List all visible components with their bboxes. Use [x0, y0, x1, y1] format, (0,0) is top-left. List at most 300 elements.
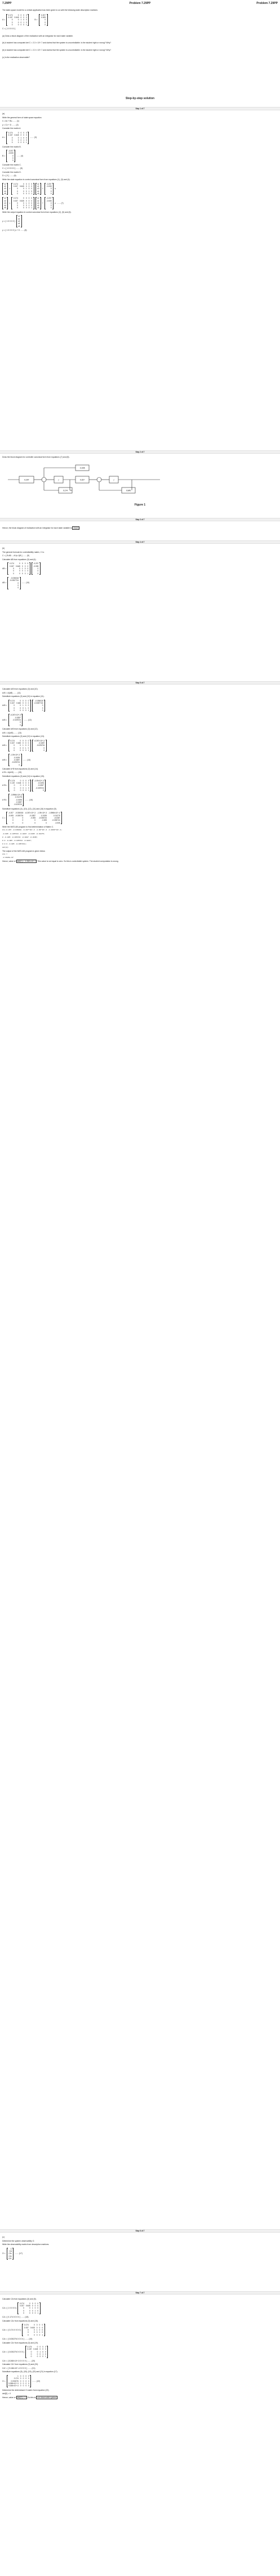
matrix-cell: 0.157 — [13, 199, 18, 202]
matrix-cell: 0 — [17, 582, 19, 584]
matrix-cell: 0 — [25, 739, 26, 742]
matrix-cell: 0.645 — [16, 781, 21, 784]
matrix-cell: -0.0357724 — [34, 702, 43, 705]
matrix-cell: 0 — [42, 2328, 43, 2331]
xdot-vector-2 — [2, 197, 8, 209]
matrix-cell: -0.0287 — [16, 801, 22, 804]
matrix-cell: -0.0195 — [37, 781, 44, 784]
matrix-cell: -0.035724 — [52, 819, 60, 822]
matrix-cell: 0 — [39, 2346, 41, 2349]
matrix-cell: 0 — [14, 746, 15, 749]
matrix-table — [10, 780, 30, 792]
matrix-cell: 0 — [23, 134, 25, 137]
matrix-cell: 0 — [17, 584, 19, 587]
matrix-cell: 0 — [24, 565, 26, 567]
matrix-cell: 0 — [23, 23, 25, 26]
matrix-cell: 0 — [23, 131, 25, 134]
bracket-right — [44, 700, 45, 712]
matrix-cell: 0.645 — [16, 742, 21, 744]
matrix-cell: C — [10, 2247, 12, 2250]
output-eq: y = [ 1 0 0 0 0 ] x1 x2 x3 x4 x5 — [2, 214, 267, 228]
matrix-cell: -0.025724 — [35, 786, 44, 789]
a2b-ab — [32, 700, 45, 712]
matrix-cell: -0.005 — [30, 816, 36, 819]
top-bar — [0, 0, 280, 7]
matrix-cell: 1 — [25, 187, 27, 190]
step7-ca: CA = [ 0.174 0 0 0 0 ] ....... (18) — [2, 2316, 29, 2319]
matrix-cell: 0 — [20, 2375, 21, 2378]
step-3-banner: Step 3 of 7 — [0, 518, 280, 521]
matrix-cell: 0 — [26, 19, 27, 21]
matrix-cell: 0 — [22, 821, 24, 824]
matrix-row — [10, 764, 21, 766]
matrix-cell: 1 — [25, 202, 27, 204]
matrix-cell: -0.0287 — [38, 742, 45, 744]
matrix-cell: CA — [9, 2250, 12, 2253]
matrix-cell: -0.036018 — [15, 812, 24, 815]
det-o-answer: det[O] = 0 — [17, 2396, 26, 2399]
matrix-table — [33, 562, 39, 575]
matrix-cell: 0 — [14, 786, 15, 789]
step5-t9: The output of the MATLAB program is given below. — [2, 849, 46, 852]
matrix-cell: 0 — [32, 2311, 33, 2314]
matrix-cell: 0 — [23, 14, 25, 16]
matrix-cell: 0 — [26, 21, 27, 24]
matrix-cell: 0 — [23, 786, 24, 789]
bracket-right — [14, 150, 15, 162]
matrix-cell: 0 — [50, 187, 52, 190]
matrix-cell: 0 — [29, 2302, 30, 2305]
matrix-cell: ẋ2 — [4, 185, 6, 187]
ab-result: AB = -0.036018 -0.0357724 0 0 0 ....... (10) — [2, 576, 30, 589]
figure-caption: Figure 1 — [134, 503, 146, 507]
bracket-right — [47, 14, 48, 26]
matrix-cell: 1 — [28, 709, 29, 712]
matrix-cell: 0 — [25, 199, 27, 202]
step2-t1: Draw the block diagram for controller canonical form from equations (7) and (8). — [2, 456, 70, 458]
matrix-cell: 0 — [14, 789, 15, 791]
matrix-cell: 0 — [19, 572, 20, 575]
matrix-cell: 0 — [23, 2380, 24, 2382]
matrix-cell: 0 — [23, 739, 24, 742]
matrix-cell: 1 — [23, 704, 24, 707]
matrix-cell: 0 — [28, 699, 29, 702]
bracket-right — [30, 780, 31, 792]
matrix-cell: 0 — [20, 786, 21, 789]
step5-t4: Substitute equations (3) and (12) in equation (13). — [2, 735, 45, 738]
det-c-answer: det[C] = -2.282×10^-7 — [17, 860, 36, 863]
ca3-product: CA³ = [ 0.030276 0 0 0 0 ] 0.174 0 0 0 0 0.157 0.645 0 0 0 0 0 1 0 0 0 0 0 1 0 0 0 0 0 1 — [2, 2345, 267, 2359]
matrix-cell: 1 — [17, 2375, 19, 2378]
matrix-cell: 0 — [31, 202, 33, 204]
matrix-cell: 0 — [50, 207, 52, 209]
matrix-cell: 0.174 — [13, 182, 18, 185]
matrix-cell: 0 — [36, 2331, 38, 2334]
output-x-vector — [16, 215, 22, 227]
step4-t2: Calculate AB from equations (3) and (4). — [2, 558, 37, 561]
matrix-table — [46, 197, 52, 209]
matrix-cell: 0 — [25, 190, 27, 193]
matrix-cell: 0 — [32, 2302, 33, 2305]
matrix-cell: -0.0195 — [41, 814, 47, 817]
matrix-cell: 1 — [20, 136, 22, 139]
matrix-cell: 1 — [24, 570, 26, 573]
problem-statement — [2, 9, 278, 60]
matrix-cell: 0 — [29, 2307, 30, 2310]
matrix-table — [46, 183, 52, 195]
matrix-cell: 0 — [45, 2353, 46, 2356]
matrix-cell: x4 — [18, 222, 20, 225]
matrix-cell: 0.157 — [9, 565, 14, 567]
matrix-cell: 0 — [31, 197, 33, 200]
matrix-cell: 1 — [34, 2309, 36, 2312]
matrix-cell: 1 — [28, 204, 30, 207]
step7-t4: Calculate CA⁴ from equations (3) and (20). — [2, 2363, 39, 2366]
a4b-result-matrix — [8, 794, 24, 806]
matrix-cell: 0 — [27, 570, 29, 573]
matrix-row — [19, 2312, 39, 2314]
matrix-cell: 0 — [21, 565, 23, 567]
step5-t6: Substitute equations (3) and (14) in equation (15). — [2, 775, 45, 777]
matrix-cell: 5.268×10^-3 — [8, 2382, 19, 2385]
matrix-cell: 0.174 — [8, 14, 13, 16]
matrix-cell: 0 — [17, 14, 19, 16]
part-b-question: (b) A student has computed det C = 2.3 × 10^-7 and claims that the system is uncontrollable. Is the student right or wrong? Why? — [2, 42, 112, 44]
matrix-cell: 0 — [43, 749, 45, 752]
b-label: B = — [34, 19, 38, 21]
matrix-cell: ẋ1 — [4, 182, 6, 185]
a-label: A = — [2, 19, 5, 21]
matrix-cell: 0 — [25, 185, 27, 187]
matrix-cell: 0 — [23, 702, 24, 705]
matrix-cell: 0 — [20, 21, 22, 24]
matrix-cell: 0 — [28, 202, 30, 204]
bracket-right — [7, 183, 8, 195]
matrix-cell: x2 — [37, 185, 39, 187]
matrix-row — [33, 709, 44, 712]
matrix-b — [39, 14, 48, 26]
a4b-product: A⁴B = 0.174 0 0 0 0 0.157 0.645 0 0 0 0 0 1 0 0 0 0 0 1 0 0 0 0 0 1 -1.09×10^-3 -0.0195 -0.0287 -0.025724 0 — [2, 779, 267, 793]
matrix-cell: 0 — [28, 786, 29, 789]
step1-eq1: ẋ = Ax + Bu ....... (1) — [2, 120, 19, 123]
header-center: Problem 7.29PP — [129, 1, 151, 5]
matrix-cell: 0 — [28, 704, 29, 707]
matrix-cell: -0.0287 — [37, 784, 44, 787]
step5-eq15: A⁴B = A(A³B) ....... (15) — [2, 771, 22, 774]
matrix-cell: 0.645 — [25, 2304, 30, 2307]
matrix-cell: 0 — [23, 207, 24, 209]
matrix-cell: 0 — [25, 2382, 27, 2385]
matrix-cell: x3 — [37, 187, 39, 190]
matrix-cell: 0 — [20, 789, 21, 791]
matrix-cell: 0 — [20, 134, 22, 137]
matrix-cell: 0 — [33, 2333, 35, 2336]
matrix-cell: 0 — [20, 704, 21, 707]
matrix-cell: 0 — [20, 721, 21, 724]
step7-t6: Determine the determinant O matrix from equation (22). — [2, 2389, 50, 2391]
matrix-cell: 0 — [11, 141, 13, 144]
bracket-right — [61, 812, 62, 824]
matrix-cell: 0.157 — [10, 781, 15, 784]
matrix-cell: 1 — [25, 706, 26, 709]
matrix-cell: 1 — [28, 190, 30, 193]
matrix-row — [10, 709, 30, 712]
matrix-cell: 0.157 — [10, 742, 15, 744]
matrix-cell: 0 — [23, 197, 24, 200]
matrix-cell: 0 — [50, 202, 52, 204]
matrix-cell: 0 — [25, 789, 26, 791]
matrix-cell: -0.025724 — [36, 744, 45, 747]
step1-matrix-b — [6, 150, 15, 162]
bracket-right — [29, 562, 30, 575]
matrix-cell: 0 — [25, 704, 26, 707]
matrix-cell: ẋ2 — [4, 199, 6, 202]
matrix-cell: -0.005 — [41, 16, 46, 19]
matrix-cell: 1 — [27, 572, 29, 575]
matrix-cell: 1 — [32, 2307, 33, 2310]
matrix-cell: 0 — [28, 784, 29, 787]
matrix-cell: 0 — [22, 816, 24, 819]
matrix-cell: -0.025724 — [11, 761, 20, 764]
matrix-row — [12, 207, 33, 209]
matrix-cell: 0 — [11, 19, 13, 21]
matrix-cell: 0 — [28, 2375, 29, 2378]
matrix-cell: 0 — [36, 2333, 38, 2336]
step-2-banner: Step 2 of 7 — [0, 450, 280, 454]
a3b-a2b — [32, 740, 47, 752]
bracket-right — [33, 183, 34, 195]
matrix-cell: 0 — [42, 2326, 43, 2329]
matrix-cell: 0 — [23, 781, 24, 784]
matrix-cell: 0 — [37, 2304, 39, 2307]
matrix-cell: 0 — [17, 192, 18, 195]
matrix-cell: -0.207 — [41, 14, 46, 16]
block-gain-b2: -0.005 — [79, 467, 85, 469]
block-gain-a22: 0.645 — [126, 489, 131, 492]
a4b-a3b — [32, 780, 46, 792]
matrix-cell: 0 — [27, 2328, 29, 2331]
matrix-cell: 0 — [30, 2350, 32, 2353]
matrix-cell: 0 — [31, 185, 33, 187]
matrix-cell: 0.645 — [16, 702, 21, 705]
step-3 — [2, 527, 267, 531]
matrix-cell: 0 — [42, 2355, 43, 2358]
matrix-cell: ẋ5 — [4, 207, 6, 209]
matrix-cell: 0.174 — [13, 197, 18, 200]
a2b-result: A²B = -6.267×10^-3 -0.0287 -0.025724 0 0 ....... (12) — [2, 714, 32, 726]
matrix-cell: 0 — [42, 709, 43, 712]
c-given: C = [ 1 0 0 0 0 ] — [2, 28, 16, 30]
matrix-cell: 0 — [28, 2382, 29, 2385]
matrix-table — [26, 2346, 47, 2358]
matrix-cell: -0.207 — [46, 197, 52, 200]
matrix-cell: 1 — [37, 2311, 39, 2314]
matrix-table — [10, 740, 30, 752]
matrix-table — [7, 150, 14, 162]
matrix-cell: 1 — [39, 2331, 41, 2334]
matrix-cell: 0 — [12, 821, 14, 824]
ab-product: AB = 0.174 0 0 0 0 0.157 0.645 0 0 0 0 0 1 0 0 0 0 0 1 0 0 0 0 0 1 -0.207 -0.005 0 0 0 — [2, 562, 267, 575]
matrix-cell: 0.645 — [14, 16, 19, 19]
matrix-cell: 0 — [28, 781, 29, 784]
matrix-cell: 0 — [45, 2346, 46, 2349]
step1-eq8: y = [ 1 0 0 0 0 ] x + 0 ....... (8) — [2, 229, 27, 231]
matrix-cell: 0 — [34, 2311, 36, 2314]
bracket-right — [23, 794, 24, 806]
matrix-cell: 0 — [45, 2350, 46, 2353]
matrix-cell: 0.174 — [19, 2302, 24, 2305]
matrix-cell: 0.157 — [10, 702, 15, 705]
matrix-row — [7, 141, 28, 144]
matrix-cell: 0 — [50, 192, 52, 195]
matrix-cell: -0.0195 — [16, 798, 22, 801]
header-right: Problem 7.29PP — [256, 1, 278, 5]
matrix-cell: 0 — [12, 816, 14, 819]
matrix-cell: 0 — [23, 2309, 24, 2312]
step5-t5: Calculate A⁴B from equations (3) and (14). — [2, 767, 38, 770]
matrix-cell: 0 — [23, 141, 25, 144]
matrix-cell: 1 — [31, 207, 33, 209]
step5-t8: Write the MATLAB program to find determination of Matrix C. — [2, 825, 54, 828]
matrix-cell: 0 — [46, 821, 47, 824]
step1-t7: Write the output equation in control canonical form from equations (2), (5) and (6). — [2, 211, 72, 213]
matrix-cell: 0 — [17, 190, 18, 193]
step4-t1: The general formula for controllability matrix, C is: — [2, 551, 45, 553]
matrix-cell: x2 — [18, 217, 20, 220]
controllability-matrix: C = -0.207 -0.036018 -6.267×10^-3 -1.09×10^-3 -1.8966×10^-4 -0.005 -0.035724 -0.0287 -0.0195 -0.01275 0 0 -0.005 -0.035724 -0.0287 0 0 0 -0.005 -0.035724 0 0 0 0 -0.005 — [2, 811, 267, 825]
step-7-banner: Step 7 of 7 — [0, 2291, 280, 2295]
step4-part: (b) — [2, 547, 5, 549]
matrix-cell: 0.645 — [19, 185, 24, 187]
matrix-row — [46, 197, 52, 199]
matrix-cell: x3 — [37, 202, 39, 204]
matrix-cell: 0 — [36, 2324, 38, 2327]
matrix-cell: -0.0195 — [14, 756, 20, 759]
matrix-cell: 0 — [39, 2355, 41, 2358]
matrix-cell: 0 — [20, 699, 21, 702]
matrix-cell: 0 — [37, 570, 39, 573]
matrix-cell: -0.005 — [8, 152, 14, 155]
matrix-table — [8, 562, 29, 575]
matrix-cell: 0 — [26, 136, 27, 139]
block-gain-a11: 0.174 — [63, 489, 68, 492]
ca3-a — [25, 2346, 48, 2358]
matrix-cell: 0 — [11, 138, 13, 141]
matrix-cell: 0 — [30, 2355, 32, 2358]
matrix-cell: 0 — [24, 572, 26, 575]
matrix-cell: 0 — [11, 23, 13, 26]
matrix-cell: 0 — [23, 2382, 24, 2385]
block-gain-a21: 0.157 — [80, 478, 85, 481]
matrix-cell: 0 — [30, 2353, 32, 2356]
matrix-cell: 0 — [27, 562, 29, 565]
matrix-cell: -0.036018 — [35, 699, 43, 702]
matrix-cell: 0 — [28, 199, 30, 202]
matrix-cell: 0 — [33, 2331, 35, 2334]
matrix-cell: 0 — [25, 699, 26, 702]
matrix-cell: CA³ — [8, 2255, 12, 2257]
matrix-cell: 0 — [23, 19, 25, 21]
matrix-cell: 0 — [20, 749, 21, 752]
matrix-cell: -0.035724 — [38, 816, 47, 819]
matrix-row — [8, 2385, 30, 2387]
a2b-a — [8, 700, 31, 712]
matrix-cell: 0 — [23, 2307, 24, 2310]
matrix-cell: 0.030276 — [11, 2380, 19, 2382]
matrix-cell: 0 — [25, 192, 27, 195]
matrix-cell: 0.174 — [27, 2346, 32, 2349]
matrix-cell: 0.174 — [8, 131, 13, 134]
matrix-cell: 0.174 — [10, 739, 15, 742]
step7-t3: Calculate CA³ from equations (3) and (19). — [2, 2341, 38, 2344]
matrix-cell: 0 — [32, 2309, 33, 2312]
bracket-right — [47, 2346, 48, 2358]
c-matrix — [6, 812, 62, 824]
matrix-cell: 0 — [23, 746, 24, 749]
matrix-cell: 0 — [39, 2353, 41, 2356]
step5-t1: Calculate A²B from equations (3) and (10). — [2, 688, 38, 690]
state-eq-a-2 — [11, 197, 34, 209]
step1-t2: Consider the matrix A. — [2, 127, 21, 130]
step5-t7: Substitute equations (4), (10), (12), (14) and (16) in equation (9). — [2, 807, 57, 810]
matrix-cell: -6.267×10^-3 — [10, 714, 21, 717]
matrix-cell: 0 — [42, 789, 44, 791]
step-1 — [2, 113, 267, 233]
matrix-cell: 0 — [29, 2311, 30, 2314]
state-eq-a — [11, 183, 34, 195]
bracket-right — [21, 754, 22, 766]
matrix-cell: 0 — [34, 821, 36, 824]
matrix-row — [8, 573, 29, 575]
header-left: 7.29PP — [2, 1, 12, 5]
matrix-cell: 0 — [26, 138, 27, 141]
matrix-cell: 0.645 — [19, 199, 24, 202]
matrix-cell: x4 — [37, 190, 39, 193]
matrix-cell: 0 — [31, 182, 33, 185]
a3b-product: A³B = 0.174 0 0 0 0 0.157 0.645 0 0 0 0 0 1 0 0 0 0 0 1 0 0 0 0 0 1 -6.267×10^-3 -0.0287 -0.025724 0 0 — [2, 739, 267, 753]
matrix-cell: 1 — [28, 789, 29, 791]
matrix-cell: 0 — [20, 706, 21, 709]
matrix-cell: 0 — [39, 2348, 41, 2351]
matrix-cell: 0 — [19, 567, 20, 570]
matrix-cell: -0.005 — [46, 199, 52, 202]
matrix-cell: 0 — [25, 742, 26, 744]
matrix-row — [33, 789, 45, 791]
matrix-cell: x5 — [37, 192, 39, 195]
matrix-cell: -0.005 — [8, 814, 14, 817]
bracket-right — [21, 714, 23, 726]
matrix-cell: -0.005 — [46, 185, 52, 187]
bracket-right — [28, 132, 29, 144]
step3-t1: Hence, the block diagram of realization with an integrator for each state variable is — [2, 527, 72, 529]
matrix-cell: 0 — [23, 187, 24, 190]
matrix-cell: 0 — [26, 14, 27, 16]
matrix-cell: 1 — [20, 19, 22, 21]
a3b-result-matrix — [8, 754, 22, 766]
matrix-cell: 0 — [20, 2380, 21, 2382]
matrix-row — [40, 24, 47, 26]
matrix-cell: x1 — [37, 197, 39, 200]
ab-result-matrix — [7, 577, 20, 589]
matrix-cell: -1.09×10^-3 — [10, 754, 20, 757]
matrix-table — [33, 700, 44, 712]
matrix-cell: 0 — [17, 207, 18, 209]
step5-eq13: A³B = A(A²B) ....... (13) — [2, 731, 22, 734]
matrix-cell: -0.025724 — [12, 718, 21, 721]
step7-ca4: CA⁴ = [ 9.166×10^-4 0 0 0 0 ] ....... (21) — [2, 2367, 35, 2369]
matrix-cell: 0.157 — [19, 2304, 24, 2307]
matrix-cell: 0 — [17, 131, 19, 134]
